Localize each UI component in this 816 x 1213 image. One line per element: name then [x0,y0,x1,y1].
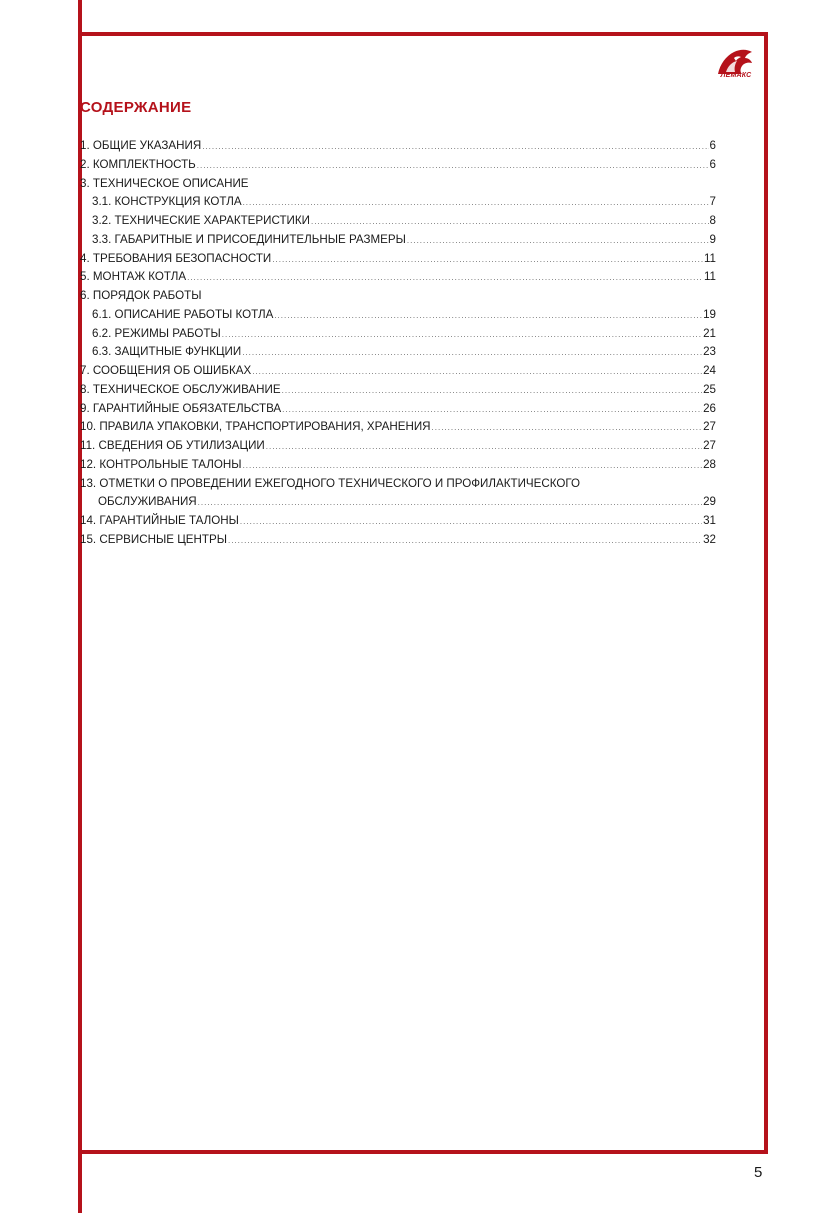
toc-entry-label: 6.3. ЗАЩИТНЫЕ ФУНКЦИИ [92,345,242,359]
toc-entry-page: 25 [703,382,716,396]
toc-leader-dots [197,157,709,176]
toc-entry[interactable] [80,268,716,287]
toc-entry[interactable] [80,343,716,362]
toc-entry-label: 13. ОТМЕТКИ О ПРОВЕДЕНИИ ЕЖЕГОДНОГО ТЕХНИЧЕСКОГО И ПРОФИЛАКТИЧЕСКОГО [80,476,581,490]
toc-entry-page: 8 [709,214,716,227]
page-frame-bottom-left [78,1150,82,1213]
toc-entry-page: 31 [703,514,716,527]
toc-entry-page: 11 [703,251,716,265]
toc-leader-dots [252,363,702,382]
toc-entry-label: 14. ГАРАНТИЙНЫЕ ТАЛОНЫ [80,514,239,527]
toc-entry-label: 3.1. КОНСТРУКЦИЯ КОТЛА [92,195,242,209]
toc-entry[interactable] [80,287,716,306]
page-number: 5 [754,1164,763,1181]
toc-entry-label: ОБСЛУЖИВАНИЯ [98,495,197,509]
toc-entry[interactable] [80,456,716,475]
toc-leader-dots [407,232,709,251]
toc-entry-label: 3. ТЕХНИЧЕСКОЕ ОПИСАНИЕ [80,176,249,190]
toc-entry[interactable] [80,193,716,212]
toc-entry-page: 26 [703,401,716,415]
toc-entry-page: 7 [709,195,716,209]
toc-entry-page: 9 [709,232,716,246]
toc-entry-page: 28 [703,457,716,471]
toc-entry[interactable] [80,137,716,156]
table-of-contents [80,137,716,550]
toc-entry[interactable] [80,175,716,194]
toc-leader-dots [243,194,709,213]
toc-entry[interactable] [80,325,716,344]
toc-entry-page: 29 [703,495,716,509]
toc-entry[interactable] [80,400,716,419]
toc-leader-dots [282,401,702,420]
toc-entry[interactable] [80,156,716,175]
toc-leader-dots [240,513,702,532]
toc-leader-dots [266,438,702,457]
toc-entry-page: 11 [703,270,716,284]
toc-leader-dots [274,307,702,326]
toc-entry-page: 27 [703,420,716,434]
brand-name: ЛЕМАКС [720,72,752,79]
toc-entry-label: 12. КОНТРОЛЬНЫЕ ТАЛОНЫ [80,457,242,471]
toc-entry-label: 2. КОМПЛЕКТНОСТЬ [80,157,196,171]
toc-entry[interactable] [80,418,716,437]
toc-entry-page: 32 [703,532,716,546]
toc-entry-label: 11. СВЕДЕНИЯ ОБ УТИЛИЗАЦИИ [80,439,265,452]
toc-entry[interactable] [80,306,716,325]
toc-entry-page: 27 [703,439,716,452]
toc-entry[interactable] [80,231,716,250]
toc-entry-page: 23 [703,345,716,359]
toc-leader-dots [242,344,702,363]
toc-entry-label: 3.2. ТЕХНИЧЕСКИЕ ХАРАКТЕРИСТИКИ [92,214,310,227]
toc-entry[interactable] [80,250,716,269]
toc-entry-label: 1. ОБЩИЕ УКАЗАНИЯ [80,139,202,152]
toc-leader-dots [202,138,708,157]
toc-entry-label: 6. ПОРЯДОК РАБОТЫ [80,289,202,302]
page-frame-bottom-bar [78,1150,768,1154]
toc-leader-dots [198,494,702,513]
toc-entry-label: 10. ПРАВИЛА УПАКОВКИ, ТРАНСПОРТИРОВАНИЯ, ХРАНЕНИЯ [80,420,431,434]
toc-leader-dots [432,419,703,438]
toc-leader-dots [187,269,703,288]
toc-entry[interactable] [80,531,716,550]
toc-entry-label: 7. СООБЩЕНИЯ ОБ ОШИБКАХ [80,364,252,377]
toc-leader-dots [272,251,703,270]
toc-entry-label: 3.3. ГАБАРИТНЫЕ И ПРИСОЕДИНИТЕЛЬНЫЕ РАЗМЕРЫ [92,232,406,246]
toc-entry[interactable] [80,475,716,494]
toc-leader-dots [243,457,703,476]
toc-entry-page: 24 [703,364,716,377]
toc-leader-dots [228,532,702,551]
toc-entry[interactable] [80,381,716,400]
toc-entry-label: 4. ТРЕБОВАНИЯ БЕЗОПАСНОСТИ [80,251,272,265]
toc-entry-label: 15. СЕРВИСНЫЕ ЦЕНТРЫ [80,532,227,546]
toc-entry-label: 6.2. РЕЖИМЫ РАБОТЫ [92,326,221,340]
toc-entry-page: 6 [709,139,716,152]
toc-entry-label: 5. МОНТАЖ КОТЛА [80,270,187,284]
toc-entry-label: 6.1. ОПИСАНИЕ РАБОТЫ КОТЛА [92,307,274,321]
toc-entry-label: 9. ГАРАНТИЙНЫЕ ОБЯЗАТЕЛЬСТВА [80,401,282,415]
toc-entry-label: 8. ТЕХНИЧЕСКОЕ ОБСЛУЖИВАНИЕ [80,382,281,396]
toc-leader-dots [282,382,703,401]
toc-entry-page: 19 [703,307,716,321]
toc-entry[interactable] [80,512,716,531]
page-title: СОДЕРЖАНИЕ [80,99,192,116]
toc-entry[interactable] [80,212,716,231]
toc-entry[interactable] [80,362,716,381]
toc-entry[interactable] [80,437,716,456]
toc-entry-page: 21 [703,326,716,340]
toc-entry[interactable] [80,493,716,512]
page-frame-top-bar [78,32,768,36]
toc-leader-dots [311,213,709,232]
toc-leader-dots [222,326,702,345]
toc-entry-page: 6 [709,157,716,171]
